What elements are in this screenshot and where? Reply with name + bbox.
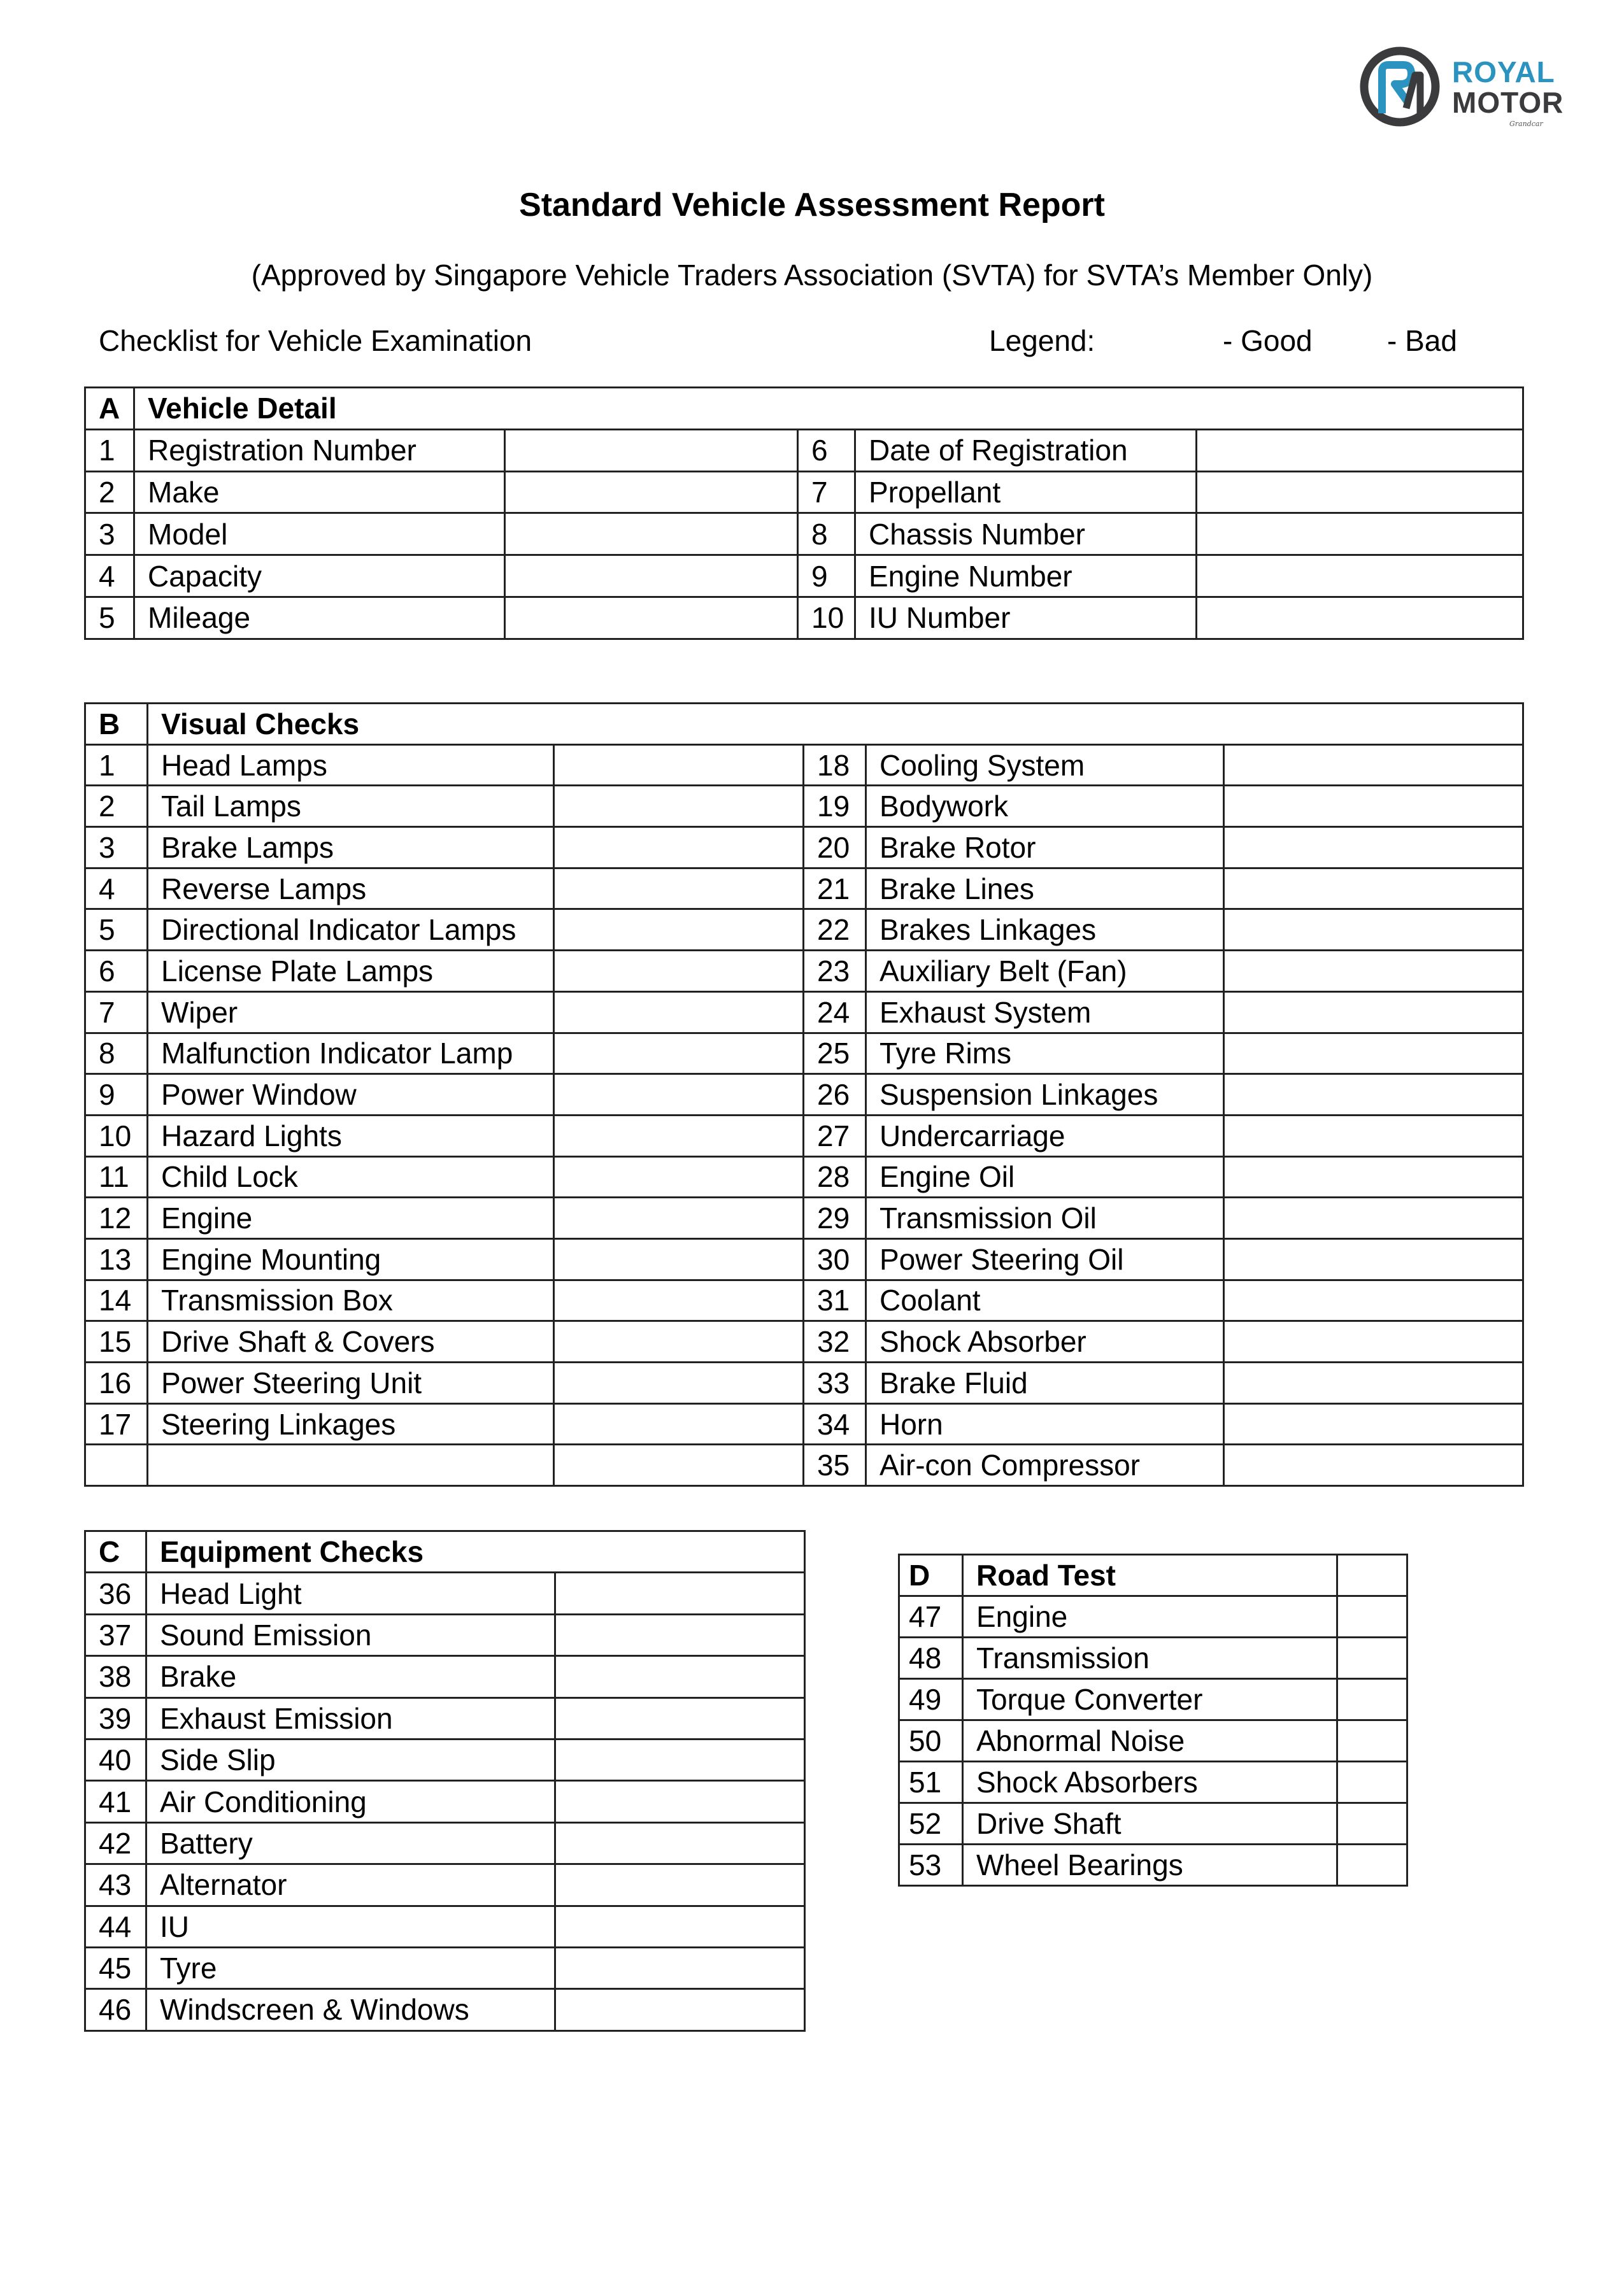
- item-label: Drive Shaft: [963, 1803, 1337, 1845]
- item-label: Chassis Number: [855, 513, 1197, 555]
- table-row: [85, 868, 1523, 909]
- table-row: [85, 1238, 1523, 1280]
- item-label: Engine Mounting: [148, 1238, 554, 1280]
- item-number: 38: [85, 1656, 146, 1697]
- item-label: Air-con Compressor: [866, 1445, 1224, 1486]
- item-label: Wheel Bearings: [963, 1845, 1337, 1886]
- item-number: 36: [85, 1573, 146, 1614]
- table-row: [899, 1845, 1407, 1886]
- rating-cell[interactable]: [554, 1445, 804, 1486]
- item-label: Auxiliary Belt (Fan): [866, 951, 1224, 992]
- rating-cell[interactable]: [1224, 1403, 1523, 1445]
- item-label: Exhaust Emission: [146, 1697, 555, 1739]
- table-row: [899, 1762, 1407, 1803]
- rating-cell[interactable]: [554, 1403, 804, 1445]
- section-letter: C: [85, 1531, 146, 1573]
- table-row: [85, 1363, 1523, 1404]
- rating-cell[interactable]: [1337, 1679, 1407, 1720]
- item-number: 39: [85, 1697, 146, 1739]
- item-number: 13: [85, 1238, 148, 1280]
- item-label: Transmission: [963, 1638, 1337, 1679]
- section-header-row: [85, 704, 1523, 745]
- rating-cell[interactable]: [554, 1074, 804, 1116]
- rating-cell[interactable]: [554, 909, 804, 951]
- item-number: 9: [85, 1074, 148, 1116]
- item-label: Head Light: [146, 1573, 555, 1614]
- equipment-checks-table: [84, 1530, 806, 2032]
- table-row: [85, 1697, 805, 1739]
- section-letter: B: [85, 704, 148, 745]
- item-number: 43: [85, 1864, 146, 1906]
- item-number: 3: [85, 827, 148, 868]
- item-number: 10: [798, 597, 855, 639]
- item-label: IU Number: [855, 597, 1197, 639]
- item-number: 47: [899, 1596, 963, 1638]
- table-row: [85, 991, 1523, 1033]
- table-row: [85, 555, 1523, 597]
- item-number: 49: [899, 1679, 963, 1720]
- item-number: 5: [85, 597, 134, 639]
- table-row: [85, 429, 1523, 471]
- rating-cell[interactable]: [555, 1739, 805, 1780]
- rating-cell[interactable]: [1337, 1762, 1407, 1803]
- item-number: 6: [798, 429, 855, 471]
- table-row: [85, 471, 1523, 513]
- item-number: 42: [85, 1822, 146, 1864]
- item-label: Exhaust System: [866, 991, 1224, 1033]
- item-label: Brakes Linkages: [866, 909, 1224, 951]
- rating-cell[interactable]: [555, 1573, 805, 1614]
- rating-cell[interactable]: [1337, 1845, 1407, 1886]
- table-row: [85, 909, 1523, 951]
- rating-cell[interactable]: [555, 1947, 805, 1988]
- rating-cell[interactable]: [1197, 513, 1523, 555]
- section-letter: A: [85, 388, 134, 430]
- item-label: Brake Fluid: [866, 1363, 1224, 1404]
- table-row: [85, 513, 1523, 555]
- table-row: [85, 1947, 805, 1988]
- rating-cell[interactable]: [554, 827, 804, 868]
- item-label: Bodywork: [866, 786, 1224, 827]
- item-label: Tyre: [146, 1947, 555, 1988]
- rating-cell[interactable]: [505, 597, 798, 639]
- rating-cell[interactable]: [1224, 827, 1523, 868]
- item-label: Engine Oil: [866, 1156, 1224, 1198]
- item-label: Brake Lines: [866, 868, 1224, 909]
- section-title: Equipment Checks: [146, 1531, 805, 1573]
- item-label: Brake: [146, 1656, 555, 1697]
- item-number: 44: [85, 1906, 146, 1947]
- item-label: Date of Registration: [855, 429, 1197, 471]
- item-number: 41: [85, 1781, 146, 1822]
- item-number: 9: [798, 555, 855, 597]
- rating-cell[interactable]: [1224, 1033, 1523, 1074]
- table-row: [85, 1739, 805, 1780]
- item-label: Drive Shaft & Covers: [148, 1321, 554, 1363]
- item-number: 51: [899, 1762, 963, 1803]
- table-row: [85, 1321, 1523, 1363]
- rating-cell[interactable]: [554, 1321, 804, 1363]
- rating-cell[interactable]: [1197, 471, 1523, 513]
- rating-cell[interactable]: [1337, 1596, 1407, 1638]
- item-number: 10: [85, 1115, 148, 1156]
- item-label: Engine: [963, 1596, 1337, 1638]
- item-number: 22: [804, 909, 866, 951]
- item-number: 15: [85, 1321, 148, 1363]
- item-number: 25: [804, 1033, 866, 1074]
- item-label: Malfunction Indicator Lamp: [148, 1033, 554, 1074]
- item-number: 18: [804, 744, 866, 786]
- rating-cell[interactable]: [1337, 1720, 1407, 1762]
- table-row: [85, 1033, 1523, 1074]
- rating-cell[interactable]: [555, 1822, 805, 1864]
- rating-cell[interactable]: [554, 1363, 804, 1404]
- checklist-label: Checklist for Vehicle Examination: [99, 324, 532, 357]
- table-row: [85, 1074, 1523, 1116]
- item-label: [148, 1445, 554, 1486]
- item-number: 8: [798, 513, 855, 555]
- item-number: 3: [85, 513, 134, 555]
- rating-cell[interactable]: [1224, 951, 1523, 992]
- section-header-row: [85, 1531, 805, 1573]
- item-number: 45: [85, 1947, 146, 1988]
- legend-good: - Good: [1223, 324, 1313, 357]
- item-number: 21: [804, 868, 866, 909]
- item-label: Wiper: [148, 991, 554, 1033]
- item-number: 40: [85, 1739, 146, 1780]
- legend-label: Legend:: [989, 324, 1095, 357]
- item-number: 19: [804, 786, 866, 827]
- table-row: [85, 1403, 1523, 1445]
- item-label: Shock Absorbers: [963, 1762, 1337, 1803]
- item-label: Make: [134, 471, 505, 513]
- item-number: 2: [85, 786, 148, 827]
- table-row: [899, 1638, 1407, 1679]
- rating-cell[interactable]: [1224, 909, 1523, 951]
- item-number: 50: [899, 1720, 963, 1762]
- rating-cell[interactable]: [1337, 1803, 1407, 1845]
- rating-cell[interactable]: [505, 471, 798, 513]
- item-label: Head Lamps: [148, 744, 554, 786]
- item-number: 1: [85, 429, 134, 471]
- table-row: [85, 827, 1523, 868]
- rating-cell[interactable]: [1197, 429, 1523, 471]
- item-number: 52: [899, 1803, 963, 1845]
- item-number: 46: [85, 1989, 146, 2030]
- section-title: Road Test: [963, 1555, 1337, 1596]
- rating-cell[interactable]: [1197, 555, 1523, 597]
- item-label: Mileage: [134, 597, 505, 639]
- item-label: Torque Converter: [963, 1679, 1337, 1720]
- item-number: [85, 1445, 148, 1486]
- section-letter: D: [899, 1555, 963, 1596]
- table-row: [85, 597, 1523, 639]
- rating-cell[interactable]: [555, 1989, 805, 2030]
- rating-cell[interactable]: [1224, 786, 1523, 827]
- logo-royal-text: ROYAL: [1452, 55, 1555, 89]
- rating-cell[interactable]: [555, 1697, 805, 1739]
- rating-cell[interactable]: [554, 744, 804, 786]
- item-label: Power Steering Oil: [866, 1238, 1224, 1280]
- item-label: Undercarriage: [866, 1115, 1224, 1156]
- table-row: [85, 1280, 1523, 1321]
- rating-cell[interactable]: [1224, 1156, 1523, 1198]
- item-label: Power Window: [148, 1074, 554, 1116]
- item-number: 30: [804, 1238, 866, 1280]
- item-number: 23: [804, 951, 866, 992]
- rating-cell[interactable]: [554, 1238, 804, 1280]
- item-number: 6: [85, 951, 148, 992]
- item-label: Engine: [148, 1198, 554, 1239]
- rating-cell[interactable]: [554, 1156, 804, 1198]
- item-label: IU: [146, 1906, 555, 1947]
- rating-cell[interactable]: [554, 991, 804, 1033]
- rating-cell[interactable]: [554, 786, 804, 827]
- table-row: [85, 1573, 805, 1614]
- item-label: Steering Linkages: [148, 1403, 554, 1445]
- item-label: Hazard Lights: [148, 1115, 554, 1156]
- table-row: [85, 951, 1523, 992]
- section-header-row: [899, 1555, 1407, 1596]
- item-number: 27: [804, 1115, 866, 1156]
- table-row: [85, 1989, 805, 2030]
- section-header-row: [85, 388, 1523, 430]
- item-label: Alternator: [146, 1864, 555, 1906]
- item-label: Coolant: [866, 1280, 1224, 1321]
- item-number: 7: [85, 991, 148, 1033]
- rating-cell[interactable]: [554, 951, 804, 992]
- item-label: Battery: [146, 1822, 555, 1864]
- item-label: Reverse Lamps: [148, 868, 554, 909]
- rating-cell[interactable]: [554, 1280, 804, 1321]
- rating-cell[interactable]: [505, 429, 798, 471]
- table-row: [85, 1906, 805, 1947]
- royal-motor-logo: [1357, 38, 1567, 146]
- item-number: 17: [85, 1403, 148, 1445]
- rating-cell[interactable]: [1197, 597, 1523, 639]
- item-label: Engine Number: [855, 555, 1197, 597]
- item-number: 2: [85, 471, 134, 513]
- item-number: 53: [899, 1845, 963, 1886]
- item-number: 24: [804, 991, 866, 1033]
- item-label: Tyre Rims: [866, 1033, 1224, 1074]
- item-label: Abnormal Noise: [963, 1720, 1337, 1762]
- rating-cell[interactable]: [1224, 1115, 1523, 1156]
- rating-cell[interactable]: [1224, 1280, 1523, 1321]
- item-label: Suspension Linkages: [866, 1074, 1224, 1116]
- table-row: [85, 1864, 805, 1906]
- rating-cell[interactable]: [1224, 1238, 1523, 1280]
- rating-cell[interactable]: [555, 1614, 805, 1655]
- table-row: [899, 1679, 1407, 1720]
- item-label: Tail Lamps: [148, 786, 554, 827]
- rating-cell[interactable]: [505, 513, 798, 555]
- item-label: Power Steering Unit: [148, 1363, 554, 1404]
- vehicle-detail-table: [84, 386, 1524, 640]
- rating-cell[interactable]: [554, 1198, 804, 1239]
- rating-cell[interactable]: [1337, 1555, 1407, 1596]
- item-number: 48: [899, 1638, 963, 1679]
- table-row: [85, 744, 1523, 786]
- table-row: [85, 1656, 805, 1697]
- item-number: 7: [798, 471, 855, 513]
- table-row: [85, 1156, 1523, 1198]
- item-label: License Plate Lamps: [148, 951, 554, 992]
- item-label: Sound Emission: [146, 1614, 555, 1655]
- page-title: Standard Vehicle Assessment Report: [519, 187, 1105, 223]
- item-label: Transmission Box: [148, 1280, 554, 1321]
- item-number: 33: [804, 1363, 866, 1404]
- rating-cell[interactable]: [1337, 1638, 1407, 1679]
- rating-cell[interactable]: [1224, 1074, 1523, 1116]
- table-row: [85, 1445, 1523, 1486]
- item-number: 4: [85, 868, 148, 909]
- item-label: Air Conditioning: [146, 1781, 555, 1822]
- item-label: Horn: [866, 1403, 1224, 1445]
- table-row: [85, 1198, 1523, 1239]
- item-number: 35: [804, 1445, 866, 1486]
- item-number: 37: [85, 1614, 146, 1655]
- item-number: 31: [804, 1280, 866, 1321]
- item-label: Propellant: [855, 471, 1197, 513]
- item-number: 28: [804, 1156, 866, 1198]
- rating-cell[interactable]: [555, 1781, 805, 1822]
- rating-cell[interactable]: [554, 868, 804, 909]
- item-number: 5: [85, 909, 148, 951]
- rating-cell[interactable]: [554, 1115, 804, 1156]
- item-label: Shock Absorber: [866, 1321, 1224, 1363]
- table-row: [85, 786, 1523, 827]
- logo-tagline: Grandcar: [1509, 120, 1543, 128]
- rating-cell[interactable]: [1224, 1321, 1523, 1363]
- rating-cell[interactable]: [1224, 744, 1523, 786]
- item-number: 11: [85, 1156, 148, 1198]
- item-label: Child Lock: [148, 1156, 554, 1198]
- item-label: Transmission Oil: [866, 1198, 1224, 1239]
- rating-cell[interactable]: [1224, 1363, 1523, 1404]
- item-label: Windscreen & Windows: [146, 1989, 555, 2030]
- item-number: 20: [804, 827, 866, 868]
- legend-bad: - Bad: [1387, 324, 1457, 357]
- item-number: 32: [804, 1321, 866, 1363]
- item-label: Side Slip: [146, 1739, 555, 1780]
- rating-cell[interactable]: [555, 1656, 805, 1697]
- item-label: Brake Rotor: [866, 827, 1224, 868]
- rating-cell[interactable]: [1224, 1445, 1523, 1486]
- rating-cell[interactable]: [1224, 1198, 1523, 1239]
- section-title: Vehicle Detail: [134, 388, 1523, 430]
- rating-cell[interactable]: [1224, 991, 1523, 1033]
- item-label: Model: [134, 513, 505, 555]
- item-label: Capacity: [134, 555, 505, 597]
- item-number: 14: [85, 1280, 148, 1321]
- item-number: 8: [85, 1033, 148, 1074]
- rating-cell[interactable]: [1224, 868, 1523, 909]
- table-row: [85, 1614, 805, 1655]
- visual-checks-table: [84, 702, 1524, 1487]
- table-row: [899, 1596, 1407, 1638]
- table-row: [85, 1115, 1523, 1156]
- item-label: Directional Indicator Lamps: [148, 909, 554, 951]
- item-label: Cooling System: [866, 744, 1224, 786]
- table-row: [899, 1803, 1407, 1845]
- page-subtitle: (Approved by Singapore Vehicle Traders Association (SVTA) for SVTA’s Member Only): [251, 259, 1373, 292]
- rating-cell[interactable]: [555, 1906, 805, 1947]
- logo-motor-text: MOTOR: [1452, 86, 1564, 119]
- rm-emblem-icon: [1357, 38, 1446, 140]
- rating-cell[interactable]: [505, 555, 798, 597]
- table-row: [899, 1720, 1407, 1762]
- item-number: 26: [804, 1074, 866, 1116]
- table-row: [85, 1781, 805, 1822]
- section-title: Visual Checks: [148, 704, 1523, 745]
- item-number: 4: [85, 555, 134, 597]
- item-number: 12: [85, 1198, 148, 1239]
- road-test-table: [898, 1554, 1408, 1887]
- table-row: [85, 1822, 805, 1864]
- rating-cell[interactable]: [554, 1033, 804, 1074]
- item-number: 34: [804, 1403, 866, 1445]
- item-label: Registration Number: [134, 429, 505, 471]
- item-number: 16: [85, 1363, 148, 1404]
- item-number: 1: [85, 744, 148, 786]
- item-number: 29: [804, 1198, 866, 1239]
- item-label: Brake Lamps: [148, 827, 554, 868]
- rating-cell[interactable]: [555, 1864, 805, 1906]
